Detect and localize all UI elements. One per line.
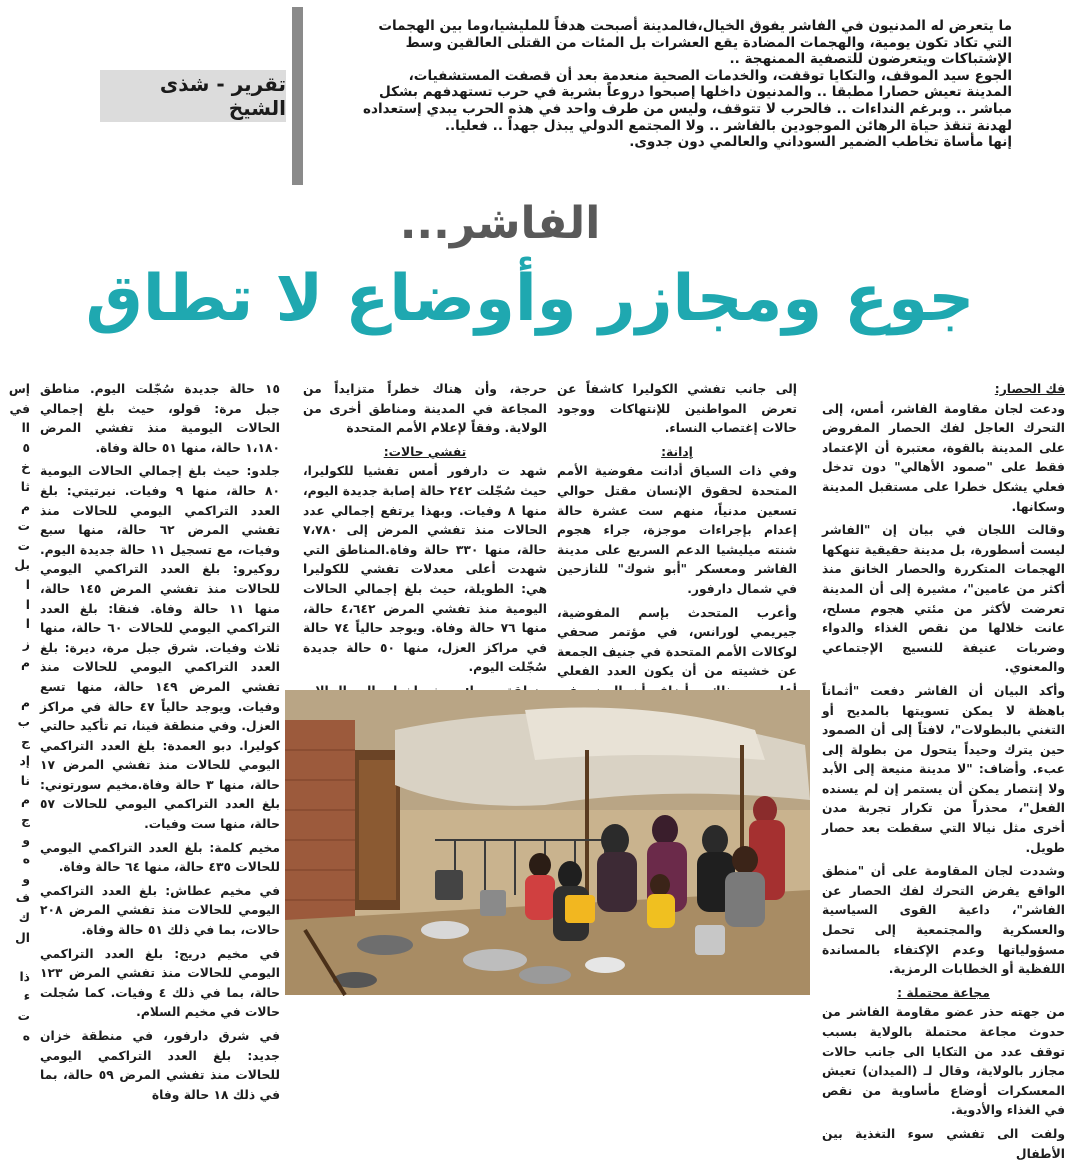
intro-line: المدينة تعيش حصارا مطبقا .. والمدنيون داخلها إصبحوا دروعاً بشرية في حرب تستهدفهم بشكل (378, 84, 1012, 101)
paragraph: وفي ذات السياق أدانت مفوضية الأمم المتحدة لحقوق الإنسان مقتل حوالي تسعين مدنياً، منهم ست عشرة حالة إعدام بإجراءات موجزة، جراء هجوم شنته ميليشيا الدعم السريع على مدينة الفاشر ومعسكر "أبو شوك" للنازحين في شمال دارفور. (557, 464, 797, 596)
cropped-text-fragment: ت (17, 1009, 30, 1023)
article-column-1 (822, 380, 1065, 1161)
article-column-5-cropped (0, 380, 30, 1043)
cropped-text-fragment: ٥ (22, 440, 30, 455)
paragraph: إلى جانب تفشي الكوليرا كاشفاً عن تعرض المواطنين للإنتهاكات ووجود حالات إغتصاب النساء. (557, 382, 797, 436)
cropped-text-fragment: ال (15, 930, 30, 945)
cropped-text-fragment: ا (25, 597, 30, 612)
cropped-text-fragment: م (20, 695, 30, 710)
intro-line: ما يتعرض له المدنيون في الفاشر يفوق الخيال،فالمدينة أصبحت هدفاً للمليشيا،وما بين الهجمات (378, 18, 1012, 34)
paragraph: في شرق دارفور، في منطقة خزان جديد: بلغ العدد التراكمي اليومي للحالات منذ تفشي المرض ٥٩ حالة، بما في ذلك ١٨ حالة وفاة (40, 1029, 280, 1102)
cropped-text-fragment: ب (17, 715, 30, 730)
cropped-text-fragment: ك (18, 911, 30, 926)
paragraph: في مخيم دريج: بلغ العدد التراكمي اليومي للحالات منذ تفشي المرض ١٢٣ حالة، بما في ذلك ٤ وفيات. كما سُجلت حالات في مخيم السلام. (40, 946, 281, 1020)
cropped-text-fragment: ج (21, 734, 30, 749)
paragraph: شهد ت دارفور أمس تفشيا للكوليرا، حيث سُجّلت ٢٤٢ حالة إصابة جديدة اليوم، منها ٨ وفيات. وبهذا يرتفع إجمالي عدد الحالات منذ تفشي المرض إلى ٧،٧٨٠ حالة، منها ٣٣٠ حالة وفاة.المناطق التي شهدت أعلى معدلات تفشي للكوليرا هي: الطويلة، حيث بلغ إجمالي الحالات اليومية منذ تفشي المرض ٤،٦٤٢ حالة، منها ٧٦ حالة وفاة. ويوجد حالياً ٧٤ حالة في مراكز العزل، منها ٥٠ حالة جديدة سُجّلت اليوم. (303, 464, 548, 675)
cropped-text-fragment (0, 948, 30, 968)
paragraph: ودعت لجان مقاومة الفاشر، أمس، إلى التحرك العاجل لفك الحصار المفروض على المدينة بالقوة، معتبرة أن الإعتماد فقط على "صمود الأهالي" دون تدخل فعلي يشكل خطرا على مستقبل المدينة وسكانها. (822, 401, 1065, 514)
paragraph: وأعرب المتحدث بإسم المفوضية، جيريمي لورانس، في مؤتمر صحفي لوكالات الأمم المتحدة في جنيف الجمعة عن خشيته من أن يكون العدد الفعلي (557, 605, 797, 679)
paragraph: وشددت لجان المقاومة على أن "منطق الواقع يفرض التحرك لفك الحصار عن الفاشر"، داعية القوى السياسية والعسكرية والمجتمعية إلى تحمل مسؤولياتها وعدم الإكتفاء بالمساندة اللفظية أو الخطابات الرمزية. (822, 864, 1065, 977)
cropped-text-fragment: نا (20, 773, 30, 788)
article-column-2 (557, 380, 797, 716)
intro-line: التي تكاد تكون يومية، والهجمات المضادة يقع العشرات بل المئات من القتلى العالقين وسط (405, 34, 1012, 51)
cropped-text-fragment: و (22, 832, 30, 847)
intro-line: الإشتباكات ويتعرضون للتصفية الممنهجة .. (729, 51, 1012, 68)
cropped-text-fragment: ه (22, 1028, 30, 1043)
byline: تقرير - شذى الشيخ (100, 70, 286, 122)
cropped-text-fragment: خ (21, 460, 30, 475)
paragraph: مخيم كلمة: بلغ العدد التراكمي اليومي للحالات ٤٣٥ حالة، منها ٦٤ حالة وفاة. (40, 840, 280, 875)
cropped-text-fragment: ا (25, 577, 30, 592)
cropped-text-fragment: بل (14, 558, 30, 573)
paragraph: في مخيم عطاش: بلغ العدد التراكمي اليومي للحالات منذ تفشي المرض ٢٠٨ حالات، بما في ذلك ٥١ حالة وفاة. (40, 883, 280, 938)
intro-line: لهدنة تنقذ حياة الرهائن الموجودين بالفاشر .. ولا المجتمع الدولي يبذل جهداً .. فعليا.. (444, 117, 1012, 134)
cropped-text-fragment: إد (19, 754, 30, 769)
cropped-text-fragment: ا (25, 617, 30, 632)
cropped-text-fragment (0, 674, 30, 694)
cropped-text-fragment: ثا (20, 479, 30, 494)
cropped-text-fragment: ذا (19, 969, 30, 984)
intro-paragraph (312, 18, 1012, 151)
intro-line: الجوع سيد الموقف، والتكايا توقفت، والخدمات الصحية منعدمة بعد أن قصفت المستشفيات، (408, 67, 1012, 84)
cropped-text-fragment: م (20, 793, 30, 808)
intro-line: إنها مأساة تخاطب الضمير السوداني والعالمي دون جدوى. (629, 134, 1012, 151)
cropped-text-fragment: ج (21, 813, 30, 828)
article-column-4 (40, 380, 281, 1102)
cropped-text-fragment: ت (17, 538, 30, 553)
cropped-text-fragment: ت (17, 519, 30, 534)
cropped-text-fragment: ز (22, 636, 30, 651)
kicker-title: الفاشر... (399, 198, 601, 249)
paragraph: من جهته حذر عضو مقاومة الفاشر من حدوث مجاعة محتملة بالولاية بسبب توقف عدد من التكايا الى جانب حالات مجازر بالولاية، وقال لـ (الميدان) تعيش المعسكرات أوضاع مأساوية من نقص في الغذاء والأدوية. (822, 1005, 1065, 1118)
news-photo (285, 690, 810, 995)
section-heading: مجاعة محتملة : (897, 985, 990, 1000)
cropped-text-fragment: اا (21, 421, 30, 436)
cropped-text-fragment: و (22, 871, 30, 886)
section-heading: فك الحصار: (994, 382, 1065, 396)
section-heading: إدانة: (661, 444, 693, 459)
intro-line: مباشر .. وبرغم النداءات .. فالحرب لا تتوقف، وليس من طرف واحد في هذه الحرب يبدي إستعداده (362, 100, 1012, 117)
paragraph: وقالت اللجان في بيان إن "الفاشر ليست أسطورة، بل مدينة حقيقية تنهكها الهجمات المتكررة والحصار الخانق منذ أكثر من عامين"، مشيرة إلى أن المدينة تعرضت لأكثر من مئتي هجوم مسلح، عانت خلالها من نقص الغذاء والدواء وضربات عنيفة للنسيج الإجتماعي والمعنوي. (822, 523, 1065, 675)
cropped-text-fragment: في (9, 401, 30, 416)
paragraph: وأكد البيان أن الفاشر دفعت "أثماناً باهظة لا يمكن تسويتها بالمديح أو التغني بالبطولات"، لافتاً إلى أن الصمود حين يترك وحيداً يتحول من بطولة إلى عبء. وأضاف: "لا مدينة منيعة إلى الأبد ولا إنتصار يمكن أن يستمر إن لم يسنده الفعل"، محذراً من تكرار تجربة مدن أخرى مثل نيالا التي سقطت بعد حصار طويل. (822, 683, 1065, 855)
cropped-text-fragment: م (20, 656, 30, 671)
paragraph: جلدو: حيث بلغ إجمالي الحالات اليومية ٨٠ حالة، منها ٩ وفيات. نيرتيتي: بلغ العدد التراكمي اليومي للحالات منذ تفشي المرض ٦٢ حالة، منها سبع وفيات، مع تسجيل ١١ حالة جديدة اليوم. روكيرو: بلغ العدد التراكمي اليومي للحالات منذ تفشي المرض ١٤٥ حالة، منها ١١ حالة وفاة. فنقا: بلغ العدد التراكمي اليومي للحالات ٦٠ حالة، منها ثلاث وفيات. شرق جبل مرة، ديرة: بلغ العدد التراكمي اليومي للحالات منذ تفشي المرض ١٤٩ حالة، منها تسع وفيات. ويوجد حالياً ٤٧ حالة في مراكز العزل. وفي منطقة فينا، تم تأكيد حالتي كوليرا. دبو العمدة: بلغ العدد التراكمي اليومي للحالات منذ تفشي المرض ١٧ حالة، منها ٣ حالة وفاة.مخيم سورتوني: بلغ العدد التراكمي اليومي للحالات ٥٧ حالة، منها ست وفيات. (40, 464, 281, 832)
vertical-divider (292, 7, 303, 185)
paragraph: ولفت الى تفشي سوء التغذية بين الأطفال (822, 1126, 1065, 1161)
cropped-text-fragment: م (20, 499, 30, 514)
section-heading: تفشي حالات: (383, 444, 467, 459)
cropped-text-fragment: ء (23, 989, 30, 1004)
cropped-text-fragment: ه (22, 852, 30, 867)
cropped-text-fragment: إس (8, 382, 30, 396)
headline: جوع ومجازر وأوضاع لا تطاق (85, 262, 975, 336)
paragraph: حرجة، وأن هناك خطراً متزايداً من المجاعة في المدينة ومناطق أخرى من الولاية. وفقاً لإعلام الأمم المتحدة (303, 382, 547, 436)
cropped-text-fragment: ف (15, 891, 30, 906)
paragraph: ١٥ حالة جديدة سُجّلت اليوم. مناطق جبل مرة: قولو، حيث بلغ إجمالي الحالات اليومية منذ تفشي المرض ١،١٨٠ حالة، منها ٥١ حالة وفاة. (40, 382, 280, 455)
